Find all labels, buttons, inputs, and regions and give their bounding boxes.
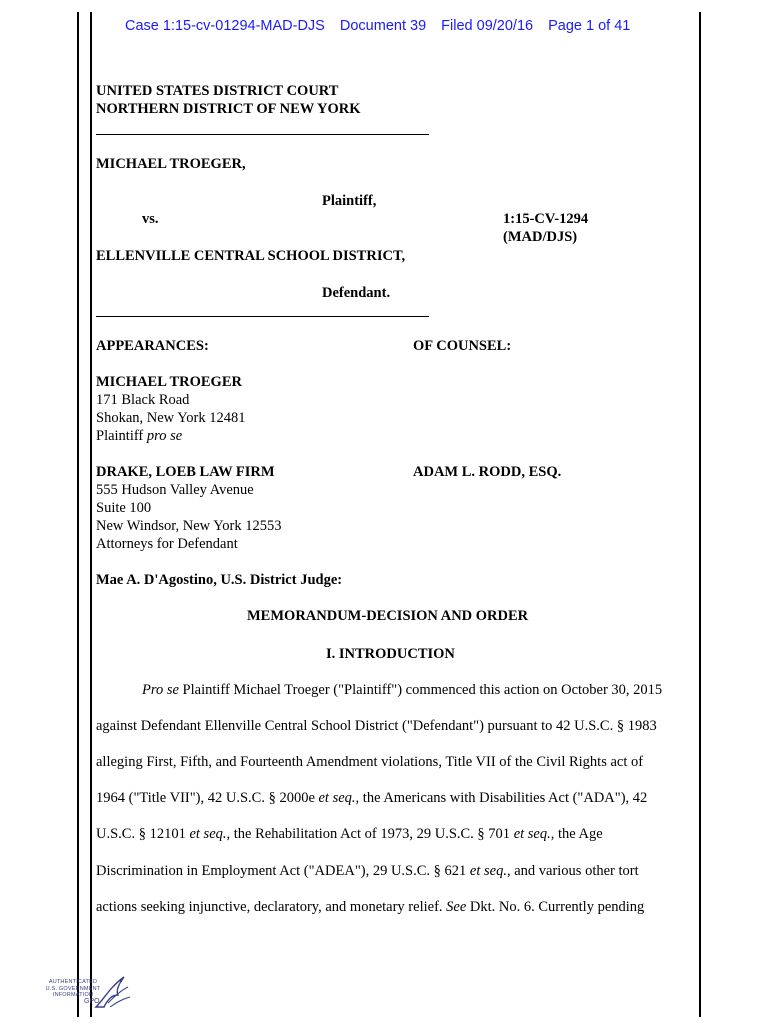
body-line-6-b: , and various other tort xyxy=(506,863,639,879)
body-line-4-b: , the Americans with Disabilities Act ("ADA"), 42 xyxy=(355,790,648,806)
body-line-7-italic: See xyxy=(446,899,467,915)
body-line-6-a: Discrimination in Employment Act ("ADEA"), 29 U.S.C. § 621 xyxy=(96,863,470,879)
body-line-1-text: Plaintiff Michael Troeger ("Plaintiff") commenced this action on October 30, 2015 xyxy=(178,682,663,698)
body-line-4-italic: et seq. xyxy=(318,790,356,806)
body-line-4-a: 1964 ("Title VII"), 42 U.S.C. § 2000e xyxy=(96,790,319,806)
body-line-6 xyxy=(96,863,639,880)
body-line-7-b: Dkt. No. 6. Currently pending xyxy=(466,899,645,915)
body-line-3: alleging First, Fifth, and Fourteenth Amendment violations, Title VII of the Civil Rights act of xyxy=(96,754,644,770)
body-line-4 xyxy=(96,790,647,807)
judge-initials: (MAD/DJS) xyxy=(503,229,578,245)
appearances-heading: APPEARANCES: xyxy=(96,338,209,354)
body-line-2: against Defendant Ellenville Central School District ("Defendant") pursuant to 42 U.S.C. § 1983 xyxy=(96,718,657,734)
section-heading: I. INTRODUCTION xyxy=(326,646,455,662)
header-case-number: Case 1:15-cv-01294-MAD-DJS xyxy=(125,18,325,34)
caption-rule-top xyxy=(96,134,429,135)
party1-address-line1: 171 Black Road xyxy=(96,392,190,408)
gpo-authentication-seal xyxy=(44,973,134,1013)
party2-address-line1: 555 Hudson Valley Avenue xyxy=(96,482,254,498)
left-margin-line-outer xyxy=(77,12,79,1017)
of-counsel-heading: OF COUNSEL: xyxy=(413,338,512,354)
header-page: Page 1 of 41 xyxy=(548,18,631,34)
plaintiff-role: Plaintiff, xyxy=(322,193,377,209)
party2-role: Attorneys for Defendant xyxy=(96,536,238,552)
body-line-6-italic: et seq. xyxy=(469,863,507,879)
party2-address-line2: Suite 100 xyxy=(96,500,152,516)
court-district: NORTHERN DISTRICT OF NEW YORK xyxy=(96,101,361,117)
defendant-role: Defendant. xyxy=(322,285,391,301)
party2-firm: DRAKE, LOEB LAW FIRM xyxy=(96,464,275,480)
party2-counsel: ADAM L. RODD, ESQ. xyxy=(413,464,562,480)
body-pro-se: Pro se xyxy=(142,682,179,698)
gpo-line-2: U.S. GOVERNMENT xyxy=(45,985,101,992)
party1-address-line2: Shokan, New York 12481 xyxy=(96,410,246,426)
body-line-5-italic-2: et seq. xyxy=(513,826,551,842)
body-line-1 xyxy=(142,682,662,699)
body-line-7-a: actions seeking injunctive, declaratory, and monetary relief. xyxy=(96,899,447,915)
gpo-seal-text xyxy=(44,979,102,999)
gpo-label: GPO xyxy=(84,998,100,1005)
gpo-line-1: AUTHENTICATED xyxy=(48,979,98,985)
body-line-5-a: U.S.C. § 12101 xyxy=(96,826,190,842)
party2-address-line3: New Windsor, New York 12553 xyxy=(96,518,282,534)
plaintiff-name: MICHAEL TROEGER, xyxy=(96,156,246,172)
defendant-name: ELLENVILLE CENTRAL SCHOOL DISTRICT, xyxy=(96,248,406,264)
versus: vs. xyxy=(142,211,159,227)
caption-rule-bottom xyxy=(96,316,429,317)
left-margin-line-inner xyxy=(90,12,92,1017)
ecf-header xyxy=(125,18,641,34)
party1-role xyxy=(96,427,182,445)
body-line-7 xyxy=(96,899,644,916)
party1-role-text: Plaintiff xyxy=(96,428,147,444)
body-line-5-italic-1: et seq. xyxy=(189,826,227,842)
body-line-5-b: , the Rehabilitation Act of 1973, 29 U.S.C. § 701 xyxy=(226,826,514,842)
court-name: UNITED STATES DISTRICT COURT xyxy=(96,83,339,99)
body-line-5 xyxy=(96,826,603,843)
party1-name: MICHAEL TROEGER xyxy=(96,374,242,390)
gpo-line-3: INFORMATION xyxy=(52,992,94,998)
body-line-5-c: , the Age xyxy=(550,826,603,842)
header-document: Document 39 xyxy=(339,18,427,34)
right-margin-line xyxy=(699,12,701,1017)
header-filed-date: Filed 09/20/16 xyxy=(441,18,534,34)
party1-role-pro-se: pro se xyxy=(146,428,183,444)
document-title: MEMORANDUM-DECISION AND ORDER xyxy=(247,608,529,624)
judge-line: Mae A. D'Agostino, U.S. District Judge: xyxy=(96,572,343,588)
case-number: 1:15-CV-1294 xyxy=(503,211,589,227)
